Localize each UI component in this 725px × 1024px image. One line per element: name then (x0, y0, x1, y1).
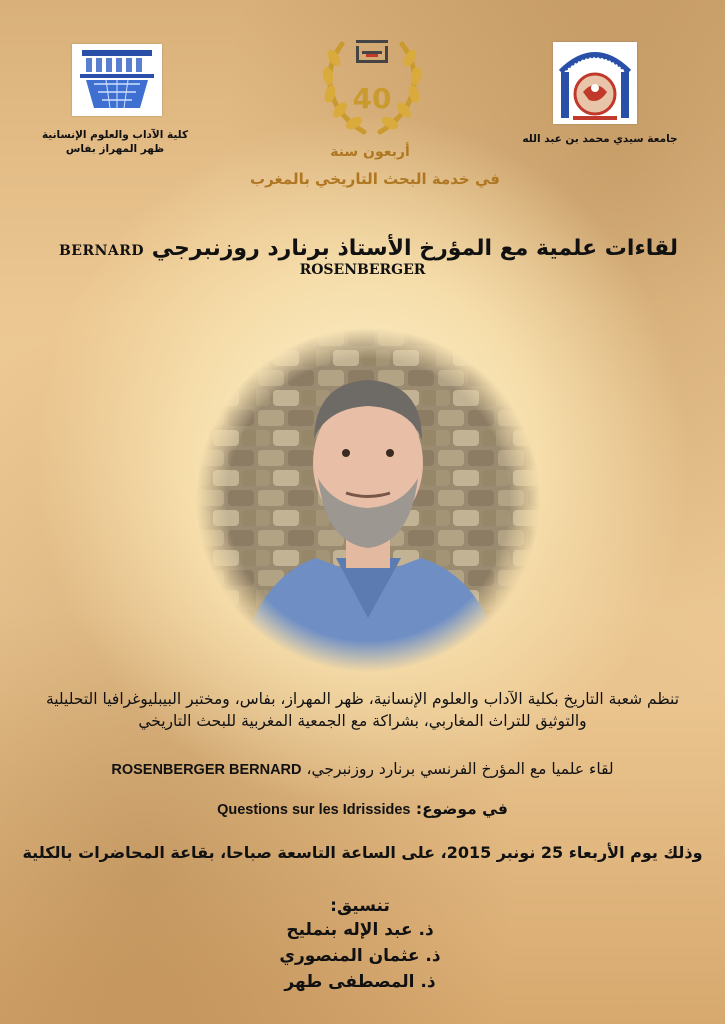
coordination-title: تنسيق: (330, 896, 390, 916)
coordinator-name: ذ. المصطفى طهر (284, 972, 436, 992)
topic-label: في موضوع: (415, 800, 508, 818)
meeting-announcement-latin: ROSENBERGER BERNARD (111, 762, 302, 778)
title-latin-first: BERNARD (58, 243, 145, 259)
title-arabic: لقاءات علمية مع المؤرخ الأستاذ برنارد روزنبرجي (151, 236, 679, 261)
meeting-announcement-arabic: لقاء علميا مع المؤرخ الفرنسي برنارد روزنبرجي، (306, 760, 614, 778)
anniversary-tagline: في خدمة البحث التاريخي بالمغرب (250, 170, 500, 188)
coordinator-name: ذ. عثمان المنصوري (279, 946, 441, 966)
faculty-location: ظهر المهراز بفاس (65, 143, 165, 155)
meeting-announcement (40, 758, 685, 781)
date-time-venue: وذلك يوم الأربعاء 25 نونبر 2015، على الساعة التاسعة صباحا، بقاعة المحاضرات بالكلية (22, 843, 703, 862)
topic-title: Questions sur les Idrissides (217, 802, 411, 818)
anniversary-laurel-logo (312, 30, 432, 142)
title-latin-second: ROSENBERGER (299, 262, 426, 278)
faculty-caption (40, 128, 190, 156)
topic-line (40, 798, 685, 821)
coordinator-name: ذ. عبد الإله بنمليح (286, 920, 434, 940)
anniversary-number: 40 (352, 82, 392, 115)
university-caption: جامعة سيدي محمد بن عبد الله (522, 133, 678, 145)
portrait-photo (196, 328, 541, 673)
anniversary-subtitle: أربعون سنة (330, 144, 410, 160)
faculty-logo (72, 44, 162, 116)
faculty-name: كلية الآداب والعلوم الإنسانية (41, 129, 189, 141)
intro-paragraph: تنظم شعبة التاريخ بكلية الآداب والعلوم الإنسانية، ظهر المهراز، بفاس، ومختبر البيبليوغرافيا التحليلية والتوثيق للتراث المغاربي، بشراكة مع الجمعية المغربية للبحث التاريخي (45, 690, 680, 730)
university-logo (553, 42, 637, 124)
